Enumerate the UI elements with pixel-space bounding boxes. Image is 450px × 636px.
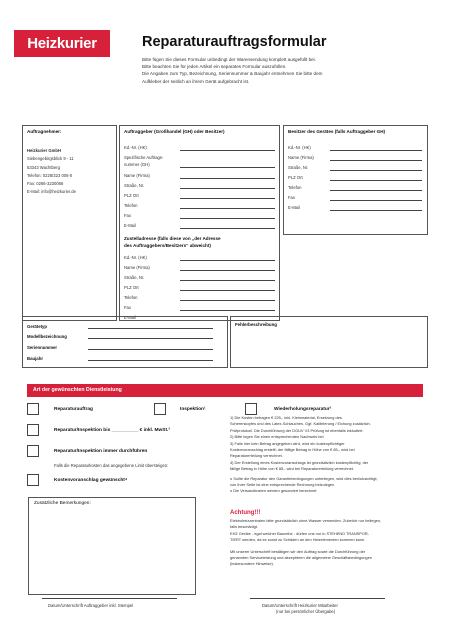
intro-line: Bitte fügen Sie dieses Formular unbedingt der Warensendung komplett ausgefüllt bei. xyxy=(142,57,316,62)
recipient-line: Siebengebirgsblick 9 - 11 xyxy=(27,156,74,162)
warning-line: falls beschädigt. xyxy=(230,524,258,530)
footnote-line: 4) Der Erstellung eines Kostenvoranschlags ist grundsätzlich kostenpflichtig; der xyxy=(230,459,369,465)
delivery-customer-number-input[interactable] xyxy=(180,260,275,261)
page-title: Reparaturauftragsformular xyxy=(142,34,327,50)
field-label: PLZ Ort xyxy=(288,175,303,180)
field-label: Modellbezeichnung xyxy=(27,334,67,339)
delivery-header: Zustelladresse (falls diese von „der Adresse xyxy=(124,236,221,241)
field-label: E-Mail xyxy=(124,315,136,320)
field-label: Kd.-Nr. (HK) xyxy=(124,255,147,260)
field-label: Straße, Nr. xyxy=(288,165,309,170)
field-label: Spezifische Auftrags- xyxy=(124,155,164,160)
repair-label: Reparaturauftrag xyxy=(54,407,93,412)
footnote-line: Scherenkopfes und des Latex-Schlauches. Ggf. Kalibrierung / Eichung zusätzlich. xyxy=(230,421,371,427)
owner-name-input[interactable] xyxy=(330,160,422,161)
remarks-label: Zusätzliche Bemerkungen: xyxy=(34,501,91,506)
staff-signature-line[interactable] xyxy=(250,598,385,599)
field-label: Baujahr xyxy=(27,356,43,361)
client-header: Auftraggeber (Großhandel (GH) oder Besitzer) xyxy=(124,129,225,134)
delivery-fax-input[interactable] xyxy=(180,310,275,311)
field-label: Name (Firma) xyxy=(288,155,314,160)
recipient-line: Telefon: 0228/323 006-0 xyxy=(27,172,73,178)
field-label: Straße, Nr. xyxy=(124,183,145,188)
field-label: Seriennummer xyxy=(27,345,58,350)
owner-header: Besitzer des Gerätes (falls Auftraggeber GH) xyxy=(288,129,386,134)
warning-line: genannten Serviceleistung und akzeptieren die allgemeine Geschäftsbedingungen xyxy=(230,555,372,561)
footnote-line: 3) Falls hier kein Betrag angegeben wird, wird ein kostenpflichtiger xyxy=(230,440,345,446)
quote-checkbox[interactable] xyxy=(27,474,39,486)
field-label: Kd.-Nr. (HK) xyxy=(288,145,311,150)
field-label: PLZ Ort xyxy=(124,285,139,290)
fault-header: Fehlerbeschreibung xyxy=(235,322,277,327)
footnote-line: fällige Betrag in Höhe von € 85,- wird bei Reparaturerteilung verrechnet. xyxy=(230,466,354,472)
delivery-name-input[interactable] xyxy=(180,270,275,271)
note-line: o Die Versandkosten werden gesondert berechnet xyxy=(230,488,317,494)
recipient-header: Auftragnehmer: xyxy=(27,129,62,134)
client-city-input[interactable] xyxy=(180,198,275,199)
field-label: Name (Firma) xyxy=(124,173,150,178)
delivery-phone-input[interactable] xyxy=(180,300,275,301)
recipient-address xyxy=(27,147,76,197)
footnotes xyxy=(230,415,435,495)
repair-checkbox[interactable] xyxy=(27,403,39,415)
client-order-number-input[interactable] xyxy=(180,167,275,168)
device-type-input[interactable] xyxy=(88,328,213,329)
owner-street-input[interactable] xyxy=(330,170,422,171)
client-email-input[interactable] xyxy=(180,228,275,229)
warning-text xyxy=(230,518,435,568)
client-phone-input[interactable] xyxy=(180,208,275,209)
warning-line: (insbesondere Hinweise). xyxy=(230,561,274,567)
exceed-note: Falls die Reparaturkosten das angegebene Limit übersteigen: xyxy=(54,463,169,468)
field-label: Gerätetyp xyxy=(27,324,48,329)
warning-line: EHZ Geräte - egal welcher Baureihe - dürfen uns nur in STEHEND TRANSPOR- xyxy=(230,530,369,536)
client-name-input[interactable] xyxy=(180,178,275,179)
serial-number-input[interactable] xyxy=(88,349,213,350)
owner-customer-number-input[interactable] xyxy=(330,150,422,151)
year-input[interactable] xyxy=(88,360,213,361)
field-label: Name (Firma) xyxy=(124,265,150,270)
quote-label: Kostenvoranschlag gewünscht⁴ xyxy=(54,478,128,483)
field-label: Fax xyxy=(124,305,131,310)
field-label: Fax xyxy=(288,195,295,200)
recipient-line: E-Mail: info@heizkurier.de xyxy=(27,189,76,195)
owner-city-input[interactable] xyxy=(330,180,422,181)
staff-signature-label: Datum/Unterschrift Heizkurier Mitarbeiter xyxy=(262,603,338,608)
field-label: E-Mail xyxy=(124,223,136,228)
inspection-label: Inspektion¹ xyxy=(180,407,206,412)
owner-phone-input[interactable] xyxy=(330,190,422,191)
warning-line: Mit unserer Unterschrift bestätigen wir den Auftrag sowie die Durchführung der xyxy=(230,548,366,554)
field-label: Telefon xyxy=(124,203,138,208)
client-signature-line[interactable] xyxy=(42,598,177,599)
client-street-input[interactable] xyxy=(180,188,275,189)
retest-label: Wiederholungsreparatur² xyxy=(274,407,332,412)
always-repair-checkbox[interactable] xyxy=(27,445,39,457)
intro-text xyxy=(142,56,432,85)
footnote-line: Prüfprotokoll. Die Durchführung der DGUV V3 Prüfung ist ebenfalls inkludiert. xyxy=(230,427,364,433)
footnote-line: 1) Die Kosten betragen € 225,- inkl. Kleinmaterial, Ersetzung des xyxy=(230,415,342,420)
intro-line: Die Angaben zum Typ, Bezeichnung, Seriennummer & Baujahr entnehmen Sie bitte dem xyxy=(142,71,323,77)
footnote-line: Kostenvoranschlag erstellt; der fällige Betrag in Höhe von € 85,- wird bei xyxy=(230,447,355,453)
remarks-field[interactable] xyxy=(28,497,196,595)
footnote-line: 2) Bitte legen Sie einen entsprechenden Nachweis bei. xyxy=(230,434,325,440)
field-label: nummer (GH) xyxy=(124,162,150,167)
delivery-header: des Auftraggebers/Besitzers“ abweicht) xyxy=(124,243,211,248)
delivery-street-input[interactable] xyxy=(180,280,275,281)
field-label: Straße, Nr. xyxy=(124,275,145,280)
field-label: Kd.-Nr. (HK) xyxy=(124,145,147,150)
field-label: PLZ Ort xyxy=(124,193,139,198)
staff-signature-note: (nur bei persönlicher Übergabe) xyxy=(276,609,336,614)
field-label: Telefon xyxy=(124,295,138,300)
warning-line: Elektroheizzentralen bitte grundsätzlich ohne Wasser versenden. Zubehör nur beilegen, xyxy=(230,518,382,523)
always-repair-label: Reparatur/Inspektion immer durchführen xyxy=(54,449,148,454)
warning-line: TIERT werden, da es sonst zu Schäden an den Heizelementen kommen kann. xyxy=(230,537,366,543)
repair-limit-label: Reparatur/Inspektion bis __________ € inkl. MwSt.³ xyxy=(54,428,170,433)
intro-line: Bitte beachten Sie für jeden Artikel ein separates Formular auszufüllen. xyxy=(142,64,287,70)
retest-checkbox[interactable] xyxy=(245,403,257,415)
inspection-checkbox[interactable] xyxy=(154,403,166,415)
field-label: E-Mail xyxy=(288,205,300,210)
repair-limit-checkbox[interactable] xyxy=(27,424,39,436)
client-fax-input[interactable] xyxy=(180,218,275,219)
owner-email-input[interactable] xyxy=(330,210,422,211)
owner-fax-input[interactable] xyxy=(330,200,422,201)
field-label: Telefon xyxy=(288,185,302,190)
note-line: von Ihrer Seite ist eine entsprechende Rechnung beizulegen xyxy=(230,482,335,488)
client-signature-label: Datum/Unterschrift Auftraggeber inkl. Stempel xyxy=(48,603,134,608)
note-line: o Sollte die Reparatur den Garantiebedingungen unterliegen, wird dies berücksichtigt; xyxy=(230,475,378,481)
model-input[interactable] xyxy=(88,338,213,339)
warning-title: Achtung!!! xyxy=(230,510,261,516)
service-header-bar: Art der gewünschten Dienstleistung xyxy=(27,384,423,397)
footnote-line: Reparaturerteilung verrechnet. xyxy=(230,453,283,459)
intro-line: Aufkleber der seitlich an ihrem Gerät aufgebracht ist. xyxy=(142,78,250,84)
recipient-line: Fax: 0266-3230066 xyxy=(27,181,64,187)
recipient-line: 53343 Wachtberg xyxy=(27,164,60,170)
recipient-company: Heizkurier GmbH xyxy=(27,148,61,153)
field-label: Fax xyxy=(124,213,131,218)
heizkurier-logo: Heizkurier xyxy=(14,30,110,57)
delivery-city-input[interactable] xyxy=(180,290,275,291)
client-customer-number-input[interactable] xyxy=(180,150,275,151)
